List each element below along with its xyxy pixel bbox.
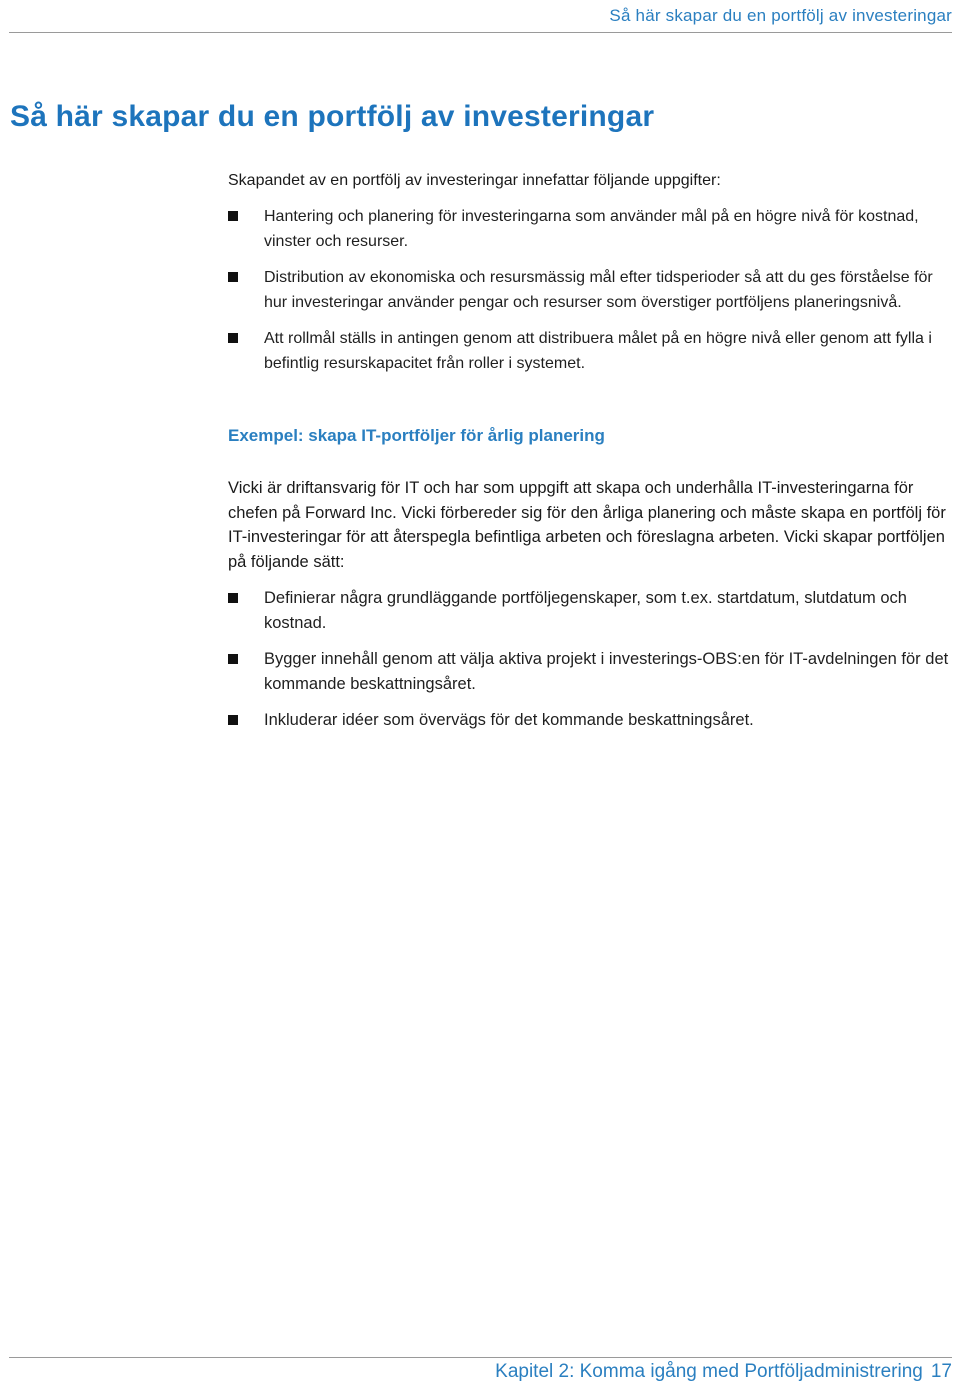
list-item <box>228 326 952 376</box>
header-divider <box>9 32 952 33</box>
list-item-text: Inkluderar idéer som övervägs för det kommande beskattningsåret. <box>264 711 754 729</box>
list-item-text: Att rollmål ställs in antingen genom att distribuera målet på en högre nivå eller genom att fylla i befintlig resurskapacitet från roller i systemet. <box>264 330 932 372</box>
square-bullet-icon <box>228 272 238 282</box>
example-paragraph: Vicki är driftansvarig för IT och har som uppgift att skapa och underhålla IT-investeringarna för chefen på Forward Inc. Vicki förbereder sig för den årliga planering och måste skapa en portfölj för IT-investeringar för att återspegla befintliga arbeten och föreslagna arbeten. Vicki skapar portföljen på följande sätt: <box>228 479 946 571</box>
list-item <box>228 265 952 315</box>
footer-divider <box>9 1357 952 1358</box>
list-item-text: Bygger innehåll genom att välja aktiva projekt i investerings-OBS:en för IT-avdelningen för det kommande beskattningsåret. <box>264 650 949 693</box>
page-number: 17 <box>930 1361 952 1382</box>
running-header: Så här skapar du en portfölj av investeringar <box>609 6 952 25</box>
list-item <box>228 647 952 696</box>
intro-text: Skapandet av en portfölj av investeringar innefattar följande uppgifter: <box>228 172 721 189</box>
page-footer <box>495 1361 952 1383</box>
example-heading: Exempel: skapa IT-portföljer för årlig planering <box>228 426 605 445</box>
list-item-text: Distribution av ekonomiska och resursmässig mål efter tidsperioder så att du ges förståelse för hur investeringar använder pengar och resurser som överstiger portföljens planeringsnivå. <box>264 269 933 311</box>
square-bullet-icon <box>228 654 238 664</box>
square-bullet-icon <box>228 715 238 725</box>
footer-chapter-title: Kapitel 2: Komma igång med Portföljadministrering <box>495 1361 923 1382</box>
list-item-text: Hantering och planering för investeringarna som använder mål på en högre nivå för kostnad, vinster och resurser. <box>264 208 919 250</box>
square-bullet-icon <box>228 593 238 603</box>
list-item <box>228 586 952 635</box>
list-item <box>228 708 952 733</box>
list-item <box>228 204 952 254</box>
square-bullet-icon <box>228 333 238 343</box>
task-list <box>228 204 952 387</box>
square-bullet-icon <box>228 211 238 221</box>
page-title: Så här skapar du en portfölj av investeringar <box>10 100 655 133</box>
example-steps-list <box>228 586 952 745</box>
list-item-text: Definierar några grundläggande portföljegenskaper, som t.ex. startdatum, slutdatum och kostnad. <box>264 589 907 632</box>
